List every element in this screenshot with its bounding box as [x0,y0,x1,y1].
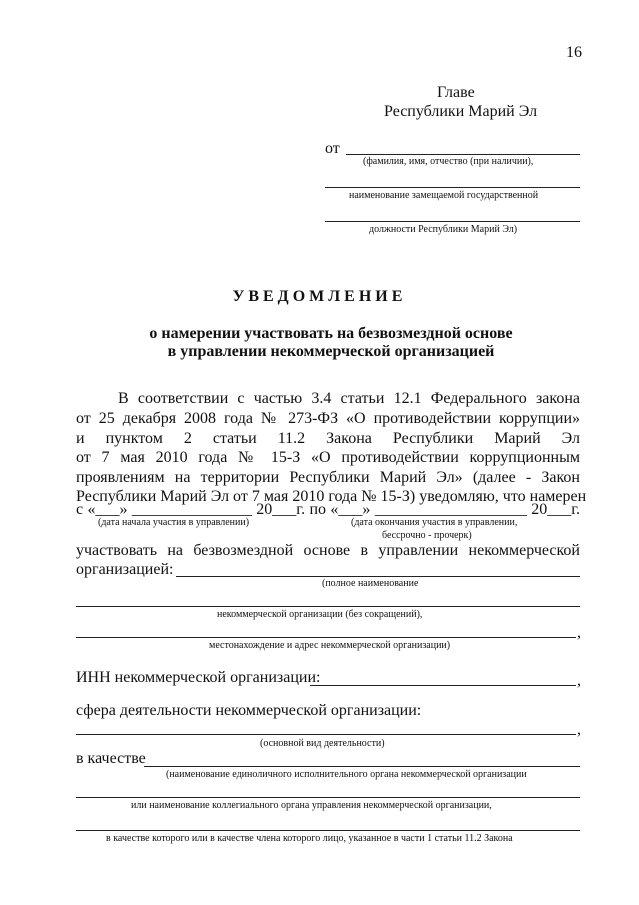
participate-line-1: участвовать на безвозмездной основе в управлении некоммерческой [76,542,580,559]
org-caption-address: местонахождение и адрес некоммерческой организации) [209,640,451,651]
document-subtitle-line2: в управлении некоммерческой организацией [167,343,495,360]
sphere-caption: (основной вид деятельности) [260,738,385,749]
capacity-caption-2: или наименование коллегиального органа управления некоммерческой организации, [131,800,492,811]
org-address-line[interactable] [76,637,576,638]
org-caption-full-name: (полное наименование [322,578,419,589]
paragraph-line-5: проявлениям на территории Республики Марий Эл» (далее - Закон [76,469,580,486]
capacity-input-line-3[interactable] [76,830,580,831]
from-position-line-2[interactable] [325,221,580,222]
sphere-label: сфера деятельности некоммерческой организации: [76,702,422,719]
participate-org-label: организацией: [76,561,174,578]
capacity-label: в качестве [76,750,146,767]
org-full-name-line[interactable] [176,576,580,577]
org-address-comma: , [577,624,581,641]
from-caption-name: (фамилия, имя, отчество (при наличии), [363,156,534,167]
paragraph-line-1: В соответствии с частью 3.4 статьи 12.1 Федерального закона [118,390,580,407]
inn-comma: , [577,672,581,689]
date-range-line[interactable]: с «___» _______________ 20___г. по «___» ___________________ 20___г. [76,501,580,518]
addressee-line2: Республики Марий Эл [384,103,538,120]
from-caption-position: наименование замещаемой государственной [349,190,539,201]
sphere-input-line[interactable] [76,734,576,735]
date-end-caption-2: бессрочно - прочерк) [382,530,472,541]
capacity-caption-3: в качестве которого или в качестве члена которого лицо, указанное в части 1 статьи 11.2 Закона [106,833,513,844]
sphere-comma: , [577,721,581,738]
from-label: от [325,140,340,157]
addressee-line1: Главе [437,84,475,101]
document-title: УВЕДОМЛЕНИЕ [232,288,407,305]
inn-label: ИНН некоммерческой организации: [76,669,321,686]
document-subtitle-line1: о намерении участвовать на безвозмездной основе [149,325,513,342]
paragraph-line-3: и пунктом 2 статьи 11.2 Закона Республики Марий Эл [76,430,580,447]
from-position-line[interactable] [325,187,580,188]
date-end-caption-1: (дата окончания участия в управлении, [351,517,518,528]
capacity-caption-1: (наименование единоличного исполнительного органа некоммерческой организации [166,769,527,780]
paragraph-line-2: от 25 декабря 2008 года № 273-ФЗ «О противодействии коррупции» [76,410,580,427]
inn-input-line[interactable] [310,685,576,686]
capacity-input-line[interactable] [144,766,580,767]
paragraph-line-4: от 7 мая 2010 года № 15-З «О противодействии коррупционным [76,449,580,466]
from-caption-republic: должности Республики Марий Эл) [369,224,518,235]
date-start-caption: (дата начала участия в управлении) [98,517,250,528]
org-caption-no-abbrev: некоммерческой организации (без сокращений), [217,609,423,620]
org-full-name-line-2[interactable] [76,606,580,607]
paragraph-line-6: Республики Марий Эл от 7 мая 2010 года № 15-З) уведомляю, что намерен [76,488,587,505]
page-number: 16 [566,44,582,61]
capacity-input-line-2[interactable] [76,797,580,798]
from-name-line[interactable] [346,154,580,155]
